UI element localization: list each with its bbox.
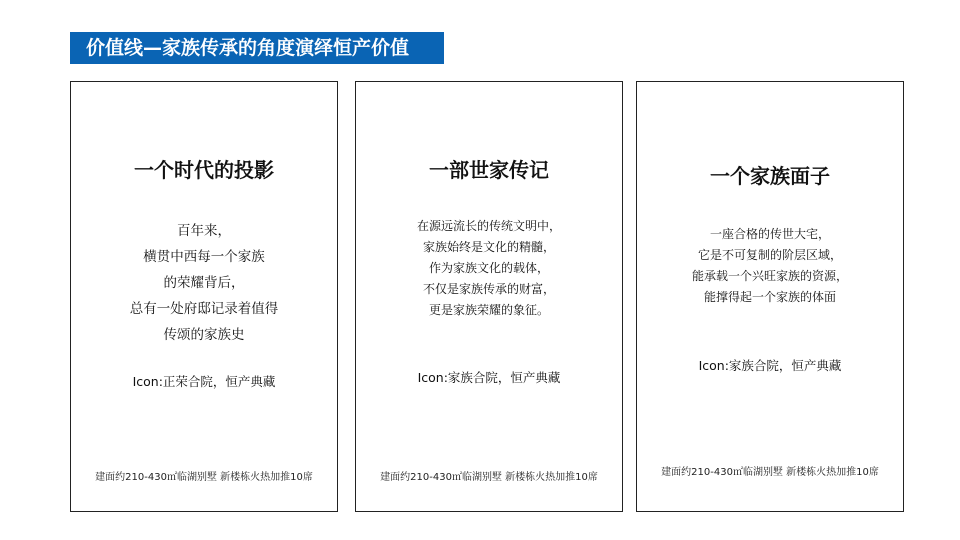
- card-body-line: 家族始终是文化的精髓，: [422, 240, 555, 254]
- card-body-line: 的荣耀背后，: [163, 275, 245, 291]
- card-body-line: 总有一处府邸记录着值得: [129, 301, 279, 317]
- card-body-line: 在源远流长的传统文明中，: [416, 219, 561, 233]
- card-body-line: 百年来，: [177, 223, 231, 239]
- card-body-line: 能承载一个兴旺家族的资源，: [691, 269, 848, 283]
- card-body-line: 横贯中西每一个家族: [143, 249, 265, 265]
- card-body-line: 能撑得起一个家族的体面: [703, 290, 836, 304]
- card-era-projection: [70, 81, 338, 512]
- card-icon-slogan: Icon:家族合院，恒产典藏: [417, 370, 561, 385]
- card-footer-note: 建面约210-430㎡临湖别墅 新楼栋火热加推10席: [380, 472, 598, 483]
- card-body-line: 不仅是家族传承的财富，: [422, 282, 555, 296]
- card-body-line: 它是不可复制的阶层区域，: [697, 248, 842, 262]
- card-icon-slogan: Icon:家族合院，恒产典藏: [698, 358, 842, 373]
- card-family-biography: [355, 81, 623, 512]
- card-body: [71, 218, 337, 348]
- card-body: [356, 216, 622, 321]
- card-title: 一个家族面子: [710, 164, 830, 188]
- card-title: 一部世家传记: [429, 158, 549, 182]
- card-family-face: [636, 81, 904, 512]
- card-body-line: 更是家族荣耀的象征。: [428, 303, 549, 317]
- page-title: 价值线—家族传承的角度演绎恒产价值: [70, 32, 444, 64]
- card-footer-note: 建面约210-430㎡临湖别墅 新楼栋火热加推10席: [95, 472, 313, 483]
- card-body: [637, 224, 903, 308]
- card-body-line: 一座合格的传世大宅，: [709, 227, 830, 241]
- card-footer-note: 建面约210-430㎡临湖别墅 新楼栋火热加推10席: [661, 467, 879, 478]
- card-icon-slogan: Icon:正荣合院，恒产典藏: [132, 374, 276, 389]
- card-title: 一个时代的投影: [134, 158, 274, 182]
- card-body-line: 传颂的家族史: [163, 327, 245, 343]
- card-body-line: 作为家族文化的载体，: [428, 261, 549, 275]
